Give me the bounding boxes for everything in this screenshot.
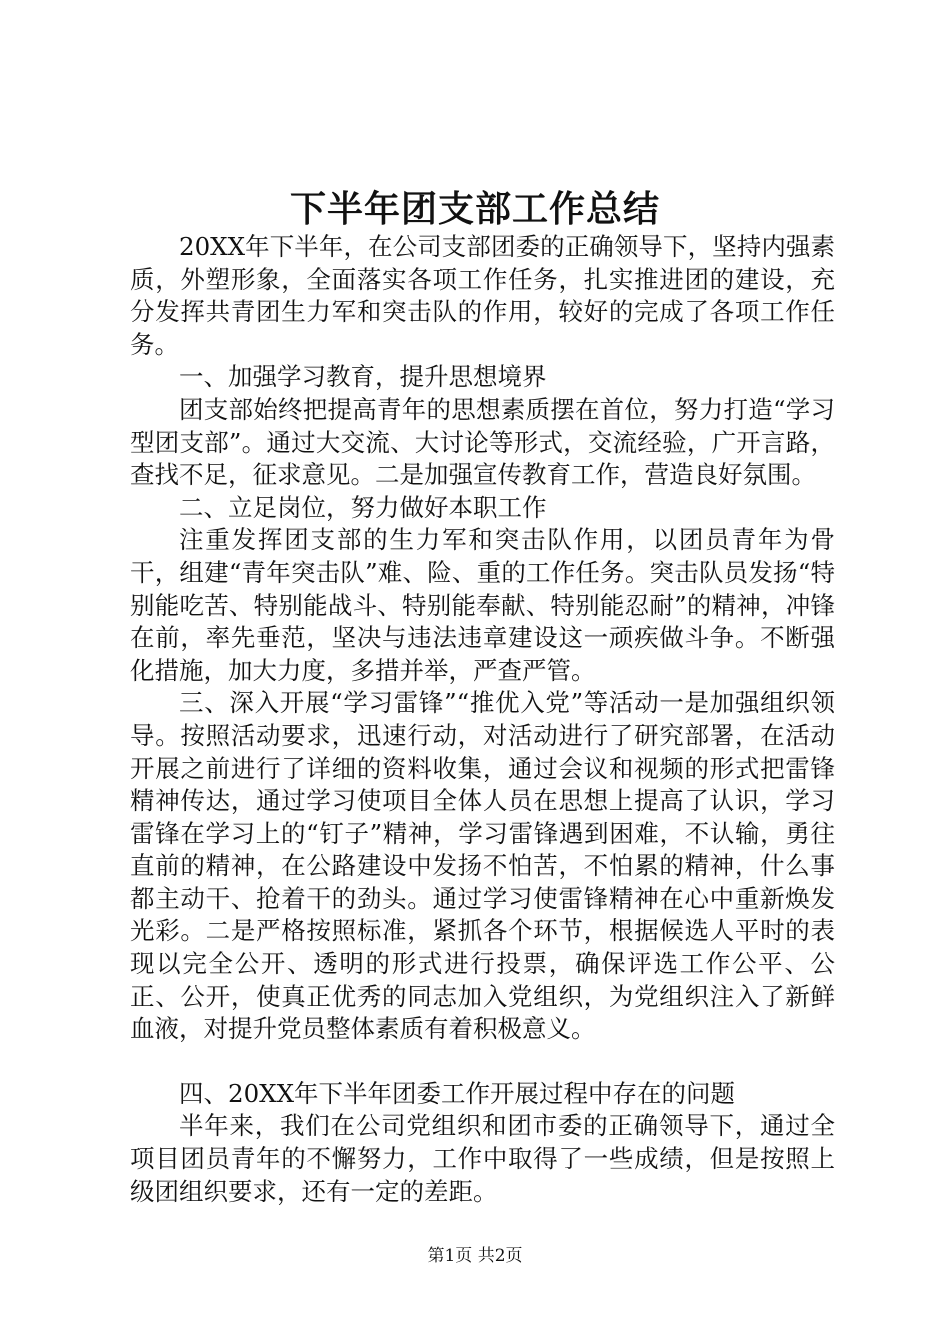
section-paragraph-4: 半年来，我们在公司党组织和团市委的正确领导下，通过全项目团员青年的不懈努力，工作中取得了一些成绩，但是按照上级团组织要求，还有一定的差距。 bbox=[130, 1111, 835, 1206]
section-heading-2: 二、立足岗位，努力做好本职工作 bbox=[179, 492, 547, 522]
document-title: 下半年团支部工作总结 bbox=[289, 188, 660, 230]
section-paragraph-1: 团支部始终把提高青年的思想素质摆在首位，努力打造“学习型团支部”。通过大交流、大讨论等形式，交流经验，广开言路，查找不足，征求意见。二是加强宣传教育工作，营造良好氛围。 bbox=[130, 394, 835, 490]
intro-paragraph: 20XX年下半年，在公司支部团委的正确领导下，坚持内强素质，外塑形象，全面落实各项工作任务，扎实推进团的建设，充分发挥共青团生力军和突击队的作用，较好的完成了各项工作任务。 bbox=[130, 232, 835, 359]
section-heading-1: 一、加强学习教育，提升思想境界 bbox=[179, 362, 547, 392]
section-paragraph-2: 注重发挥团支部的生力军和突击队作用，以团员青年为骨干，组建“青年突击队”难、险、重的工作任务。突击队员发扬“特别能吃苦、特别能战斗、特别能奉献、特别能忍耐”的精神，冲锋在前，率先垂范，坚决与违法违章建设这一顽疾做斗争。不断强化措施，加大力度，多措并举，严查严管。 bbox=[130, 525, 835, 685]
section-heading-4: 四、20XX年下半年团委工作开展过程中存在的问题 bbox=[179, 1078, 736, 1108]
section-paragraph-3: 三、深入开展“学习雷锋”“推优入党”等活动一是加强组织领导。按照活动要求，迅速行动，对活动进行了研究部署，在活动开展之前进行了详细的资料收集，通过会议和视频的形式把雷锋精神传达，通过学习使项目全体人员在思想上提高了认识，学习雷锋在学习上的“钉子”精神，学习雷锋遇到困难，不认输，勇往直前的精神，在公路建设中发扬不怕苦，不怕累的精神，什么事都主动干、抢着干的劲头。通过学习使雷锋精神在心中重新焕发光彩。二是严格按照标准，紧抓各个环节，根据候选人平时的表现以完全公开、透明的形式进行投票，确保评选工作公平、公正、公开，使真正优秀的同志加入党组织，为党组织注入了新鲜血液，对提升党员整体素质有着积极意义。 bbox=[130, 688, 835, 1044]
document-body bbox=[130, 231, 835, 1208]
page-footer: 第1页 共2页 bbox=[427, 1246, 523, 1266]
